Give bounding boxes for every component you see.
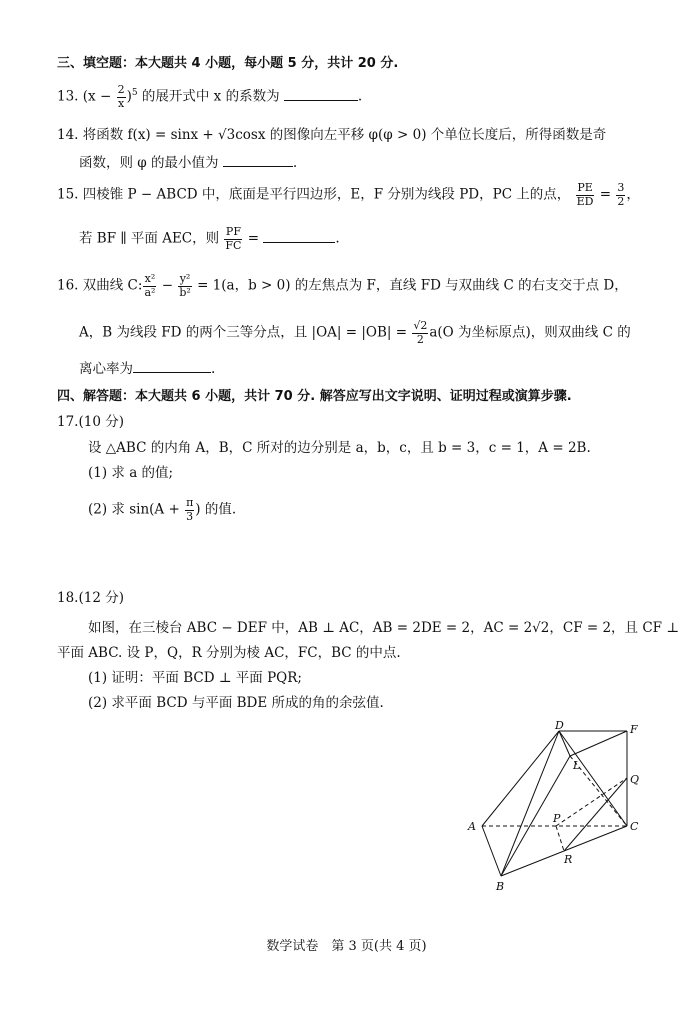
q16-line2-a: A，B 为线段 FD 的两个三等分点，且 |OA| = |OB| = <box>79 324 408 341</box>
edge-a-d <box>482 731 559 826</box>
question-14-line2: 函数，则 φ 的最小值为 . <box>79 155 298 171</box>
label-r: R <box>564 853 573 866</box>
q17-stem: 设 △ABC 的内角 A，B，C 所对的边分别是 a，b，c，且 b = 3，c = 1，A = 2B. <box>88 440 591 456</box>
q16-line2-b: a(O 为坐标原点)，则双曲线 C 的 <box>429 324 631 341</box>
q17-head: 17.(10 分) <box>57 414 124 430</box>
q13-number: 13. <box>57 88 79 105</box>
question-13: 13. (x − $\frac{2}{x}$ )$^5$ 的展开式中 x 的系数为 . <box>57 83 363 110</box>
page-footer: 数学试卷 第 3 页(共 4 页) <box>266 939 427 954</box>
q17-part1: (1) 求 a 的值; <box>88 465 174 481</box>
question-15-line2: 若 BF ∥ 平面 AEC，则 $\frac{PF}{FC}$ = . <box>79 225 340 252</box>
edge-r-q <box>564 778 627 851</box>
label-q: Q <box>630 773 640 786</box>
q16-answer-blank <box>133 371 211 373</box>
q13-power: 5 <box>131 88 138 99</box>
q16-fraction-sqrt2-2: $\frac{√2}{2}$ <box>413 319 428 346</box>
question-15-line1 <box>57 182 640 208</box>
question-17-part2 <box>88 497 236 523</box>
q15-line1: 15. 四棱锥 P − ABCD 中，底面是平行四边形，E，F 分别为线段 PD，PC 上的点， <box>57 186 571 203</box>
question-16-line3: 离心率为 . <box>79 361 216 377</box>
label-a: A <box>468 820 476 833</box>
edge-d-c <box>559 731 627 826</box>
q16-minus: − <box>161 277 174 294</box>
section4-title: 四、解答题：本大题共 6 小题，共计 70 分. 解答应写出文字说明、证明过程或演算步骤. <box>57 389 572 404</box>
question-16-line1 <box>57 273 628 299</box>
frustum-figure <box>462 718 652 896</box>
q14-line1: 14. 将函数 f(x) = sinx + √3cosx 的图像向左平移 φ(φ > 0) 个单位长度后，所得函数是奇 <box>57 127 607 143</box>
q15-line2-a: 若 BF ∥ 平面 AEC，则 <box>79 230 220 247</box>
label-b: B <box>496 880 505 893</box>
label-f: F <box>630 723 638 736</box>
label-c: C <box>630 820 639 833</box>
q15-fraction-pe-ed: $\frac{PE}{ED}$ <box>576 181 594 208</box>
edge-p-r <box>556 826 564 851</box>
q18-part2: (2) 求平面 BCD 与平面 BDE 所成的角的余弦值. <box>88 695 384 711</box>
q15-eq1: = <box>599 186 612 203</box>
label-d: D <box>555 719 564 732</box>
q16-b: = 1(a，b > 0) 的左焦点为 F，直线 FD 与双曲线 C 的右支交于点 D， <box>197 277 628 294</box>
q18-part1: (1) 证明：平面 BCD ⊥ 平面 PQR; <box>88 670 302 686</box>
q16-fraction-y2-b2: $\frac{\text{y²}}{\text{b²}}$ <box>179 272 191 299</box>
q15-fraction-3-2: $\frac{3}{2}$ <box>617 181 625 208</box>
q15-fraction-pf-fc: $\frac{PF}{FC}$ <box>225 225 242 252</box>
label-p: P <box>553 812 561 825</box>
q13-open: (x − <box>82 88 112 105</box>
label-l: L <box>573 759 581 772</box>
q17-p2-b: ) 的值. <box>195 501 237 518</box>
q14-answer-blank <box>223 165 293 167</box>
q15-eq2: = <box>247 230 260 247</box>
q18-stem2: 平面 ABC. 设 P，Q，R 分别为棱 AC，FC，BC 的中点. <box>57 645 401 661</box>
q17-p2-a: (2) 求 sin(A + <box>88 501 180 518</box>
q16-a: 16. 双曲线 C: <box>57 277 143 294</box>
q13-fraction: $\frac{2}{x}$ <box>117 83 125 110</box>
q18-stem1: 如图，在三棱台 ABC − DEF 中，AB ⊥ AC，AB = 2DE = 2，AC = 2√2，CF = 2，且 CF ⊥ <box>88 620 680 636</box>
q16-line3: 离心率为 <box>79 361 133 377</box>
q17-fraction-pi-3: $\frac{\pi}{3}$ <box>186 496 194 523</box>
q13-close: ) <box>126 88 132 105</box>
q15-answer-blank <box>263 241 335 243</box>
question-16-line2 <box>79 320 631 346</box>
q13-text: 的展开式中 x 的系数为 <box>141 88 280 105</box>
q18-head: 18.(12 分) <box>57 590 124 606</box>
edge-b-d <box>501 731 559 876</box>
edge-a-b <box>482 826 501 876</box>
q16-fraction-x2-a2: $\frac{\text{x²}}{\text{a²}}$ <box>144 272 156 299</box>
q13-answer-blank <box>284 99 358 101</box>
edge-e-f <box>570 731 627 756</box>
q15-tail1: ， <box>626 186 640 203</box>
section3-title: 三、填空题：本大题共 4 小题，每小题 5 分，共计 20 分. <box>57 56 399 71</box>
q14-line2: 函数，则 φ 的最小值为 <box>79 155 219 171</box>
